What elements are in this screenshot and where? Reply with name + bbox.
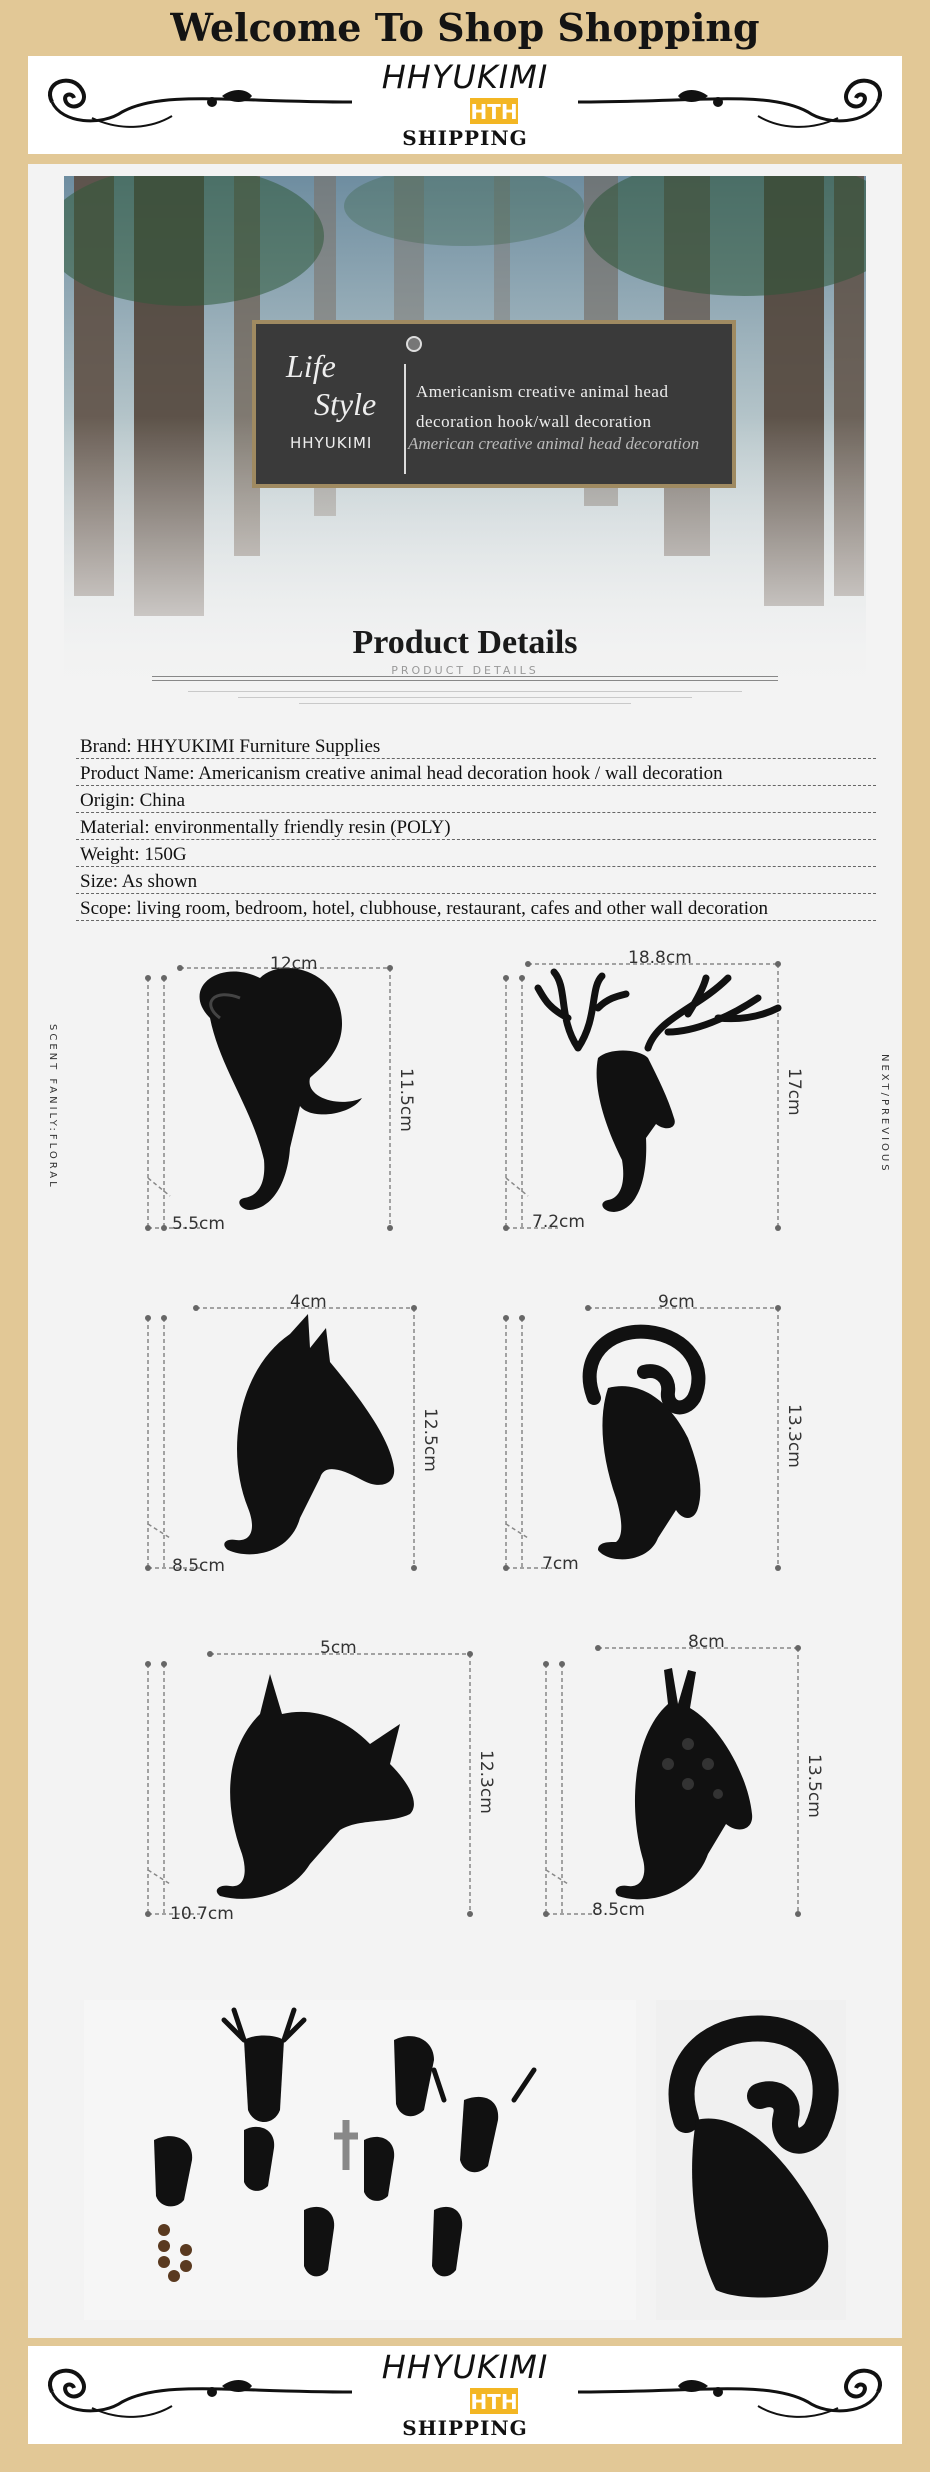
depth-label: 7.2cm — [532, 1212, 585, 1232]
depth-label: 8.5cm — [172, 1556, 225, 1576]
elephant-icon — [140, 948, 470, 1248]
fine-print-decoration — [188, 686, 742, 720]
giraffe-icon — [538, 1634, 828, 1934]
spec-weight: Weight: 150G — [76, 840, 876, 867]
sign-brand-text: HHYUKIMI — [290, 434, 373, 452]
spec-origin: Origin: China — [76, 786, 876, 813]
svg-text:HTH: HTH — [470, 2390, 518, 2414]
product-details-title: Product Details — [352, 624, 578, 661]
sign-life-text: Life — [286, 348, 336, 384]
sign-divider — [404, 364, 406, 474]
spec-brand: Brand: HHYUKIMI Furniture Supplies — [76, 732, 876, 759]
sign-line-2: decoration hook/wall decoration — [416, 412, 652, 431]
shop-welcome-title: Welcome To Shop Shopping — [170, 5, 760, 50]
shipping-label: SHIPPING — [402, 2416, 528, 2440]
wall-heads-icon — [84, 2000, 636, 2320]
ram-icon — [498, 1288, 818, 1588]
size-cell-horse — [140, 1288, 470, 1588]
height-label: 12.5cm — [420, 1408, 440, 1472]
sign-line-1: Americanism creative animal head — [416, 382, 669, 401]
spec-size: Size: As shown — [76, 867, 876, 894]
width-label: 12cm — [270, 954, 318, 974]
height-label: 13.5cm — [804, 1754, 824, 1818]
spec-material: Material: environmentally friendly resin (POLY) — [76, 813, 876, 840]
brand-name: HHYUKIMI — [381, 58, 549, 96]
wall-display-photo — [84, 2000, 636, 2320]
sign-line-3: American creative animal head decoration — [408, 434, 700, 453]
life-style-sign — [252, 320, 736, 488]
product-details-subtitle: PRODUCT DETAILS — [391, 664, 539, 677]
width-label: 18.8cm — [628, 948, 692, 968]
side-label-right[interactable]: NEXT/PREVIOUS — [879, 1054, 890, 1174]
ram-closeup-photo — [656, 2000, 846, 2320]
svg-text:HTH: HTH — [470, 100, 518, 124]
ram-closeup-icon — [656, 2000, 846, 2320]
title-rule-bottom — [152, 680, 778, 681]
spec-product-name: Product Name: Americanism creative animal head decoration hook / wall decoration — [76, 759, 876, 786]
size-cell-giraffe — [538, 1634, 828, 1934]
sign-style-text: Style — [314, 386, 377, 422]
width-label: 9cm — [658, 1292, 695, 1312]
depth-label: 7cm — [542, 1554, 579, 1574]
depth-label: 5.5cm — [172, 1214, 225, 1234]
size-cell-ram — [498, 1288, 818, 1588]
depth-label: 10.7cm — [170, 1904, 234, 1924]
width-label: 8cm — [688, 1632, 725, 1652]
hth-logo-icon — [468, 96, 520, 126]
spec-scope: Scope: living room, bedroom, hotel, clubhouse, restaurant, cafes and other wall decoration — [76, 894, 876, 921]
depth-label: 8.5cm — [592, 1900, 645, 1920]
top-brand-banner — [28, 56, 902, 154]
height-label: 17cm — [784, 1068, 804, 1116]
hero-forest-image — [64, 176, 866, 696]
sign-pin-icon — [406, 336, 422, 352]
brand-name: HHYUKIMI — [381, 2348, 549, 2386]
height-label: 12.3cm — [476, 1750, 496, 1814]
height-label: 13.3cm — [784, 1404, 804, 1468]
deer-icon — [498, 948, 818, 1248]
spec-list — [76, 732, 876, 921]
size-cell-rhino — [140, 1634, 510, 1934]
hth-logo-icon — [468, 2386, 520, 2416]
width-label: 5cm — [320, 1638, 357, 1658]
size-cell-elephant — [140, 948, 470, 1248]
bottom-brand-banner — [28, 2346, 902, 2444]
size-cell-deer — [498, 948, 818, 1248]
product-detail-panel — [28, 164, 902, 2338]
shipping-label: SHIPPING — [402, 126, 528, 150]
rhino-icon — [140, 1634, 510, 1934]
height-label: 11.5cm — [396, 1068, 416, 1132]
width-label: 4cm — [290, 1292, 327, 1312]
side-label-left: SCENT FANILY:FLORAL — [47, 1024, 58, 1190]
